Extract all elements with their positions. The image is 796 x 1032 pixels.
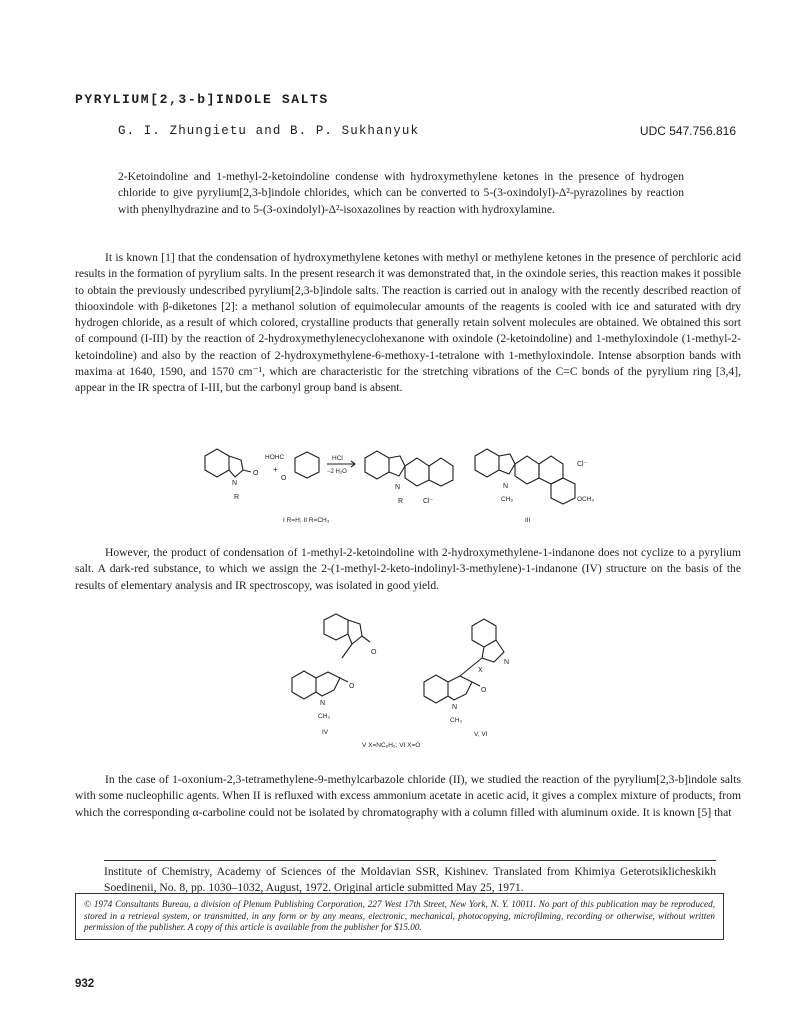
cyclohexanone-structure (295, 452, 319, 478)
reaction-scheme-1 (195, 446, 625, 528)
label-cl-1: Cl⁻ (423, 498, 434, 505)
affiliation-footnote: Institute of Chemistry, Academy of Sciences of the Moldavian SSR, Kishinev. Translated from Khimiya Geterotsiklicheskikh Soedinenii, No. 8, pp. 1030–1032, August, 1972. Original article submitted May 25, 1971. (104, 860, 716, 896)
abstract: 2-Ketoindoline and 1-methyl-2-ketoindoline condense with hydroxymethylene ketones in the presence of hydrogen chloride to give pyrylium[2,3-b]indole chlorides, which can be converted to 5-(3-oxindolyl)-Δ²-pyrazolines by reaction with phenylhydrazine and to 5-(3-oxindolyl)-Δ²-isoxazolines by reaction with hydroxylamine. (118, 170, 684, 216)
body-paragraph-3 (75, 772, 741, 821)
label-n-iv: N (320, 700, 326, 707)
compound-iii-structure (475, 449, 575, 504)
label-n-v: N (504, 659, 510, 666)
label-plus: + (273, 465, 278, 474)
label-n-v-2: N (452, 704, 458, 711)
label-o-iv-1: O (371, 649, 377, 656)
label-r-2: R (398, 498, 404, 505)
label-n-1: N (232, 480, 238, 487)
label-compounds-i-ii: I R=H; II R=CH₃ (283, 517, 330, 524)
page-number: 932 (75, 978, 95, 990)
label-ch3-1: CH₃ (501, 496, 514, 503)
label-cl-2: Cl⁻ (577, 461, 588, 468)
label-o-iv-2: O (349, 683, 355, 690)
authors: G. I. Zhungietu and B. P. Sukhanyuk (118, 124, 420, 138)
oxindole-structure (205, 449, 251, 477)
pyrylium-indole-structure (365, 451, 453, 486)
body-paragraph-2 (75, 545, 741, 594)
label-hcl: HCl (332, 455, 343, 462)
label-o-1: O (253, 470, 259, 477)
label-x: X (478, 667, 483, 674)
label-hohc: HOHC (265, 454, 285, 461)
body-paragraph-1-text: It is known [1] that the condensation of hydroxymethylene ketones with methyl or methylene ketones in the presence of perchloric acid results in the formation of pyrylium salts. In the present research it was demonstrated that, in the oxindole series, this reaction makes it possible to obtain the previously undescribed pyrylium[2,3-b]indole salts. The reaction is carried out in analogy with the recently described reaction of thiooxindole with β-diketones [2]: a methanol solution of equimolecular amounts of the reagents is cooled with ice and saturated with dry hydrogen chloride, as a result of which colored, crystalline products that generally retain solvent molecules are obtained. We obtained this sort of compound (I-III) by the reaction of 2-hydroxymethylenecyclohexanone with oxindole (2-ketoindoline) and 1-methyloxindole (1-methyl-2-ketoindoline) and also by the reaction of 2-hydroxymethylene-6-methoxy-1-tetralone with 1-methyloxindole. Intense absorption bands with maxima at 1640, 1590, and 1570 cm⁻¹, which are characteristic for the stretching vibrations of the C=C bonds of the pyrylium ring [3,4], appear in the IR spectra of I-III, but the carbonyl group band is absent. (75, 251, 741, 395)
label-v-vi: V, VI (474, 731, 488, 738)
label-iv: IV (322, 729, 329, 736)
label-o-2: O (281, 475, 287, 482)
label-compound-iii: III (525, 517, 531, 524)
body-paragraph-3-text: In the case of 1-oxonium-2,3-tetramethylene-9-methylcarbazole chloride (II), we studied the reaction of the pyrylium[2,3-b]indole salts with some nucleophilic agents. When II is refluxed with excess ammonium acetate in acetic acid, it gives a complex mixture of products, from which the corresponding α-carboline could not be isolated by chromatography with a column filled with aluminum oxide. It is known [5] that (75, 773, 741, 819)
label-n-3: N (503, 483, 509, 490)
label-r-1: R (234, 494, 240, 501)
label-o-v: O (481, 687, 487, 694)
label-n-2: N (395, 484, 401, 491)
label-h2o: −2 H₂O (327, 469, 347, 475)
body-paragraph-1 (75, 250, 741, 397)
compound-iv-structure (292, 614, 370, 699)
label-v-vi-defs: V X=NC₆H₅; VI X=O (362, 742, 421, 749)
udc-code: UDC 547.756.816 (639, 124, 736, 138)
copyright-notice: © 1974 Consultants Bureau, a division of Plenum Publishing Corporation, 227 West 17th Street, New York, N. Y. 10011. No part of this publication may be reproduced, stored in a retrieval system, or transmitted, in any form or by any means, electronic, mechanical, photocopying, microfilming, recording or otherwise, without written permission of the publisher. A copy of this article is available from the publisher for $15.00. (75, 893, 724, 940)
compound-v-vi-structure (424, 619, 504, 703)
reaction-scheme-2 (282, 612, 542, 752)
label-ch3-iv: CH₃ (318, 713, 331, 720)
label-ch3-v: CH₃ (450, 717, 463, 724)
body-paragraph-2-text: However, the product of condensation of 1-methyl-2-ketoindoline with 2-hydroxymethylene-1-indanone does not cyclize to a pyrylium salt. A dark-red substance, to which we assign the 2-(1-methyl-2-keto-indolinyl-3-methylene)-1-indanone (IV) structure on the basis of the results of elementary analysis and IR spectroscopy, was isolated in good yield. (75, 546, 741, 592)
label-och3: OCH₃ (577, 496, 595, 503)
article-title: PYRYLIUM[2,3-b]INDOLE SALTS (75, 92, 329, 107)
